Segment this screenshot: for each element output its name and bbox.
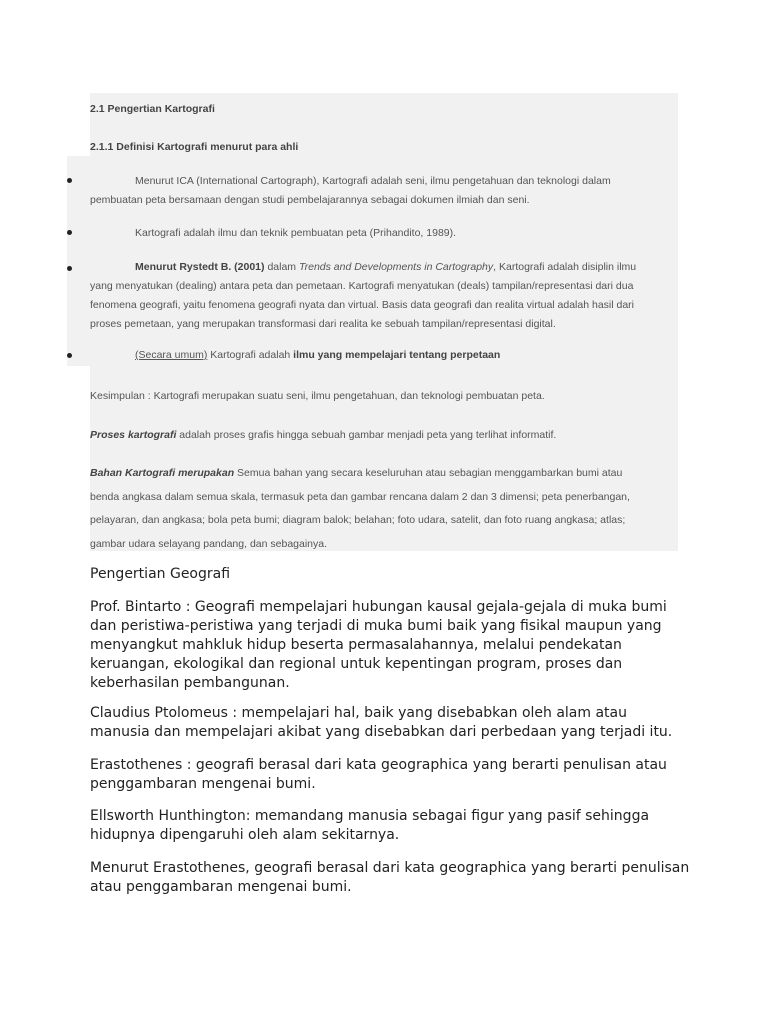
definition-rystedt-line-3: fenomena geografi, yaitu fenomena geografi nyata dan virtual. Basis data geografi dan realita virtual adalah hasil dari [90,299,635,311]
paragraph-menurut-erastothenes: Menurut Erastothenes, geografi berasal dari kata geographica yang berarti penulisan atau penggambaran mengenai bumi. [90,860,690,895]
bullet-2 [67,230,72,235]
definition-umum [135,349,500,361]
proses-definition: adalah proses grafis hingga sebuah gambar menjadi peta yang terlihat informatif. [176,429,557,441]
bahan-line-1 [90,467,622,479]
definition-rystedt-line-2: yang menyatukan (dealing) antara peta dan pemetaan. Kartografi menyatukan (deals) tampilan/representasi dari dua [90,280,634,292]
paragraph-bintarto: Prof. Bintarto : Geografi mempelajari hubungan kausal gejala-gejala di muka bumi dan peristiwa-peristiwa yang terjadi di muka bumi baik yang fisikal maupun yang menyangkut mahkluk hidup beserta permasalahannya, melalui pendekatan keruangan, ekologikal dan regional untuk kepentingan program, proses dan keberhasilan pembangunan. [90,599,667,691]
definition-rystedt-line-1 [135,261,636,273]
bahan-line-4: gambar udara selayang pandang, dan sebagainya. [90,538,328,550]
shaded-bullet-margin [67,156,90,366]
bahan-line-3: pelayaran, dan angkasa; bola peta bumi; diagram balok; belahan; foto udara, satelit, dan foto ruang angkasa; atlas; [90,514,626,526]
bahan-line-1-rest: Semua bahan yang secara keseluruhan atau sebagian menggambarkan bumi atau [234,467,623,479]
bullet-4 [67,353,72,358]
rystedt-author: Menurut Rystedt B. (2001) [135,261,265,273]
rystedt-rest: , Kartografi adalah disiplin ilmu [493,261,637,273]
definition-prihandito: Kartografi adalah ilmu dan teknik pembuatan peta (Prihandito, 1989). [135,227,457,239]
umum-mid: Kartografi adalah [207,349,294,361]
bahan-term: Bahan Kartografi merupakan [90,467,235,479]
kesimpulan: Kesimpulan : Kartografi merupakan suatu seni, ilmu pengetahuan, dan teknologi pembuatan peta. [90,390,545,402]
geografi-heading: Pengertian Geografi [90,566,231,582]
subsection-heading: 2.1.1 Definisi Kartografi menurut para ahli [90,141,299,153]
paragraph-ptolomeus: Claudius Ptolomeus : mempelajari hal, baik yang disebabkan oleh alam atau manusia dan mempelajari akibat yang disebabkan dari perbedaan yang terjadi itu. [90,705,673,740]
umum-bold: ilmu yang mempelajari tentang perpetaan [293,349,501,361]
section-heading: 2.1 Pengertian Kartografi [90,103,215,115]
rystedt-book-title: Trends and Developments in Cartography [298,261,494,273]
paragraph-erastothenes: Erastothenes : geografi berasal dari kata geographica yang berarti penulisan atau penggambaran mengenai bumi. [90,757,667,792]
proses-term: Proses kartografi [90,429,177,441]
secara-umum-link[interactable]: (Secara umum) [135,349,208,361]
bullet-3 [67,266,72,271]
definition-ica-line-1: Menurut ICA (International Cartograph), Kartografi adalah seni, ilmu pengetahuan dan teknologi dalam [135,175,611,187]
rystedt-dalam: dalam [264,261,299,273]
definition-ica-line-2: pembuatan peta bersamaan dengan studi pembelajarannya sebagai dokumen ilmiah dan seni. [90,194,530,206]
bullet-1 [67,178,72,183]
paragraph-hunthington: Ellsworth Hunthington: memandang manusia sebagai figur yang pasif sehingga hidupnya dipengaruhi oleh alam sekitarnya. [90,808,650,843]
definition-rystedt-line-4: proses pemetaan, yang merupakan transformasi dari realita ke sebuah tampilan/representasi digital. [90,318,556,330]
proses-kartografi [90,429,556,441]
bahan-line-2: benda angkasa dalam semua skala, termasuk peta dan gambar rencana dalam 2 dan 3 dimensi; peta penerbangan, [90,491,630,503]
